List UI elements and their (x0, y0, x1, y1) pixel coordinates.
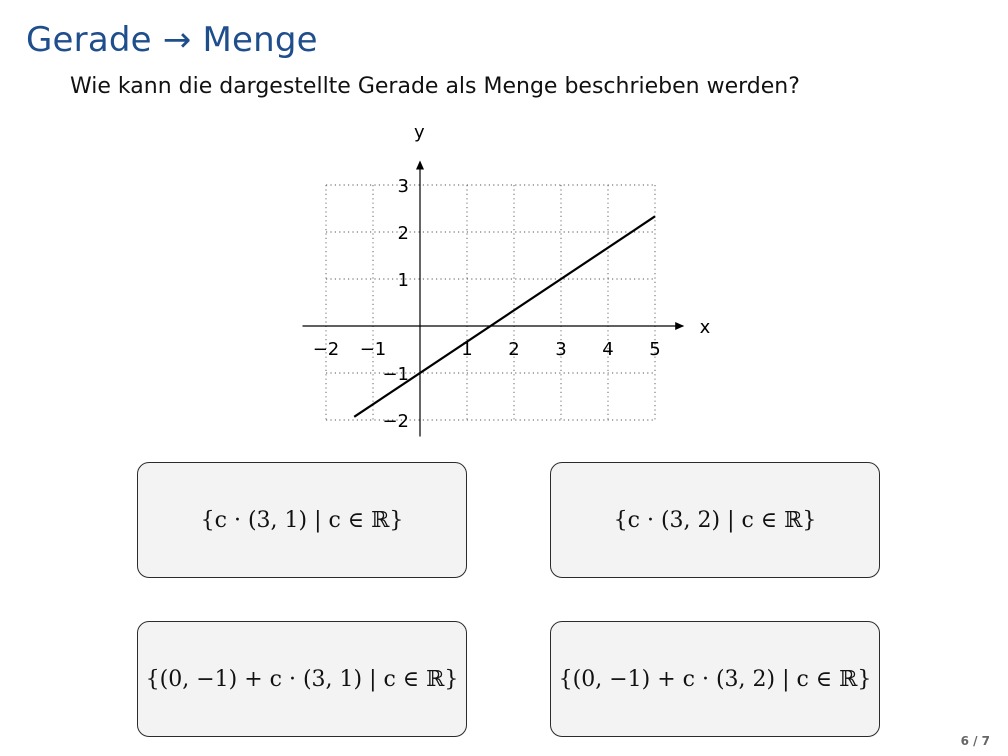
answer-option-1[interactable]: {c · (3, 1) | c ∈ ℝ} (137, 462, 467, 578)
x-tick-label: 1 (461, 339, 473, 360)
x-tick-label: 2 (508, 339, 520, 360)
x-tick-label: 5 (649, 339, 661, 360)
answer-option-3[interactable]: {(0, −1) + c · (3, 1) | c ∈ ℝ} (137, 621, 467, 737)
x-tick-label: −1 (359, 339, 387, 360)
x-axis-label: x (699, 317, 711, 338)
y-tick-label: −2 (382, 411, 409, 432)
y-tick-label: 1 (397, 270, 409, 291)
x-tick-label: 4 (602, 339, 614, 360)
answer-option-4[interactable]: {(0, −1) + c · (3, 2) | c ∈ ℝ} (550, 621, 880, 737)
answer-option-2[interactable]: {c · (3, 2) | c ∈ ℝ} (550, 462, 880, 578)
slide-title: Gerade → Menge (26, 20, 318, 60)
x-tick-label: 3 (555, 339, 567, 360)
y-tick-labels (382, 176, 409, 432)
chart-grid (326, 185, 655, 420)
series-line (354, 216, 655, 417)
x-tick-labels (313, 339, 661, 360)
y-tick-label: 2 (397, 223, 409, 244)
question-text: Wie kann die dargestellte Gerade als Menge beschrieben werden? (70, 74, 800, 99)
page-number: 6 / 7 (960, 734, 990, 748)
x-tick-label: −2 (312, 339, 340, 360)
y-tick-label: −1 (382, 364, 409, 385)
y-axis-label: y (414, 122, 425, 143)
y-tick-label: 3 (397, 176, 409, 197)
